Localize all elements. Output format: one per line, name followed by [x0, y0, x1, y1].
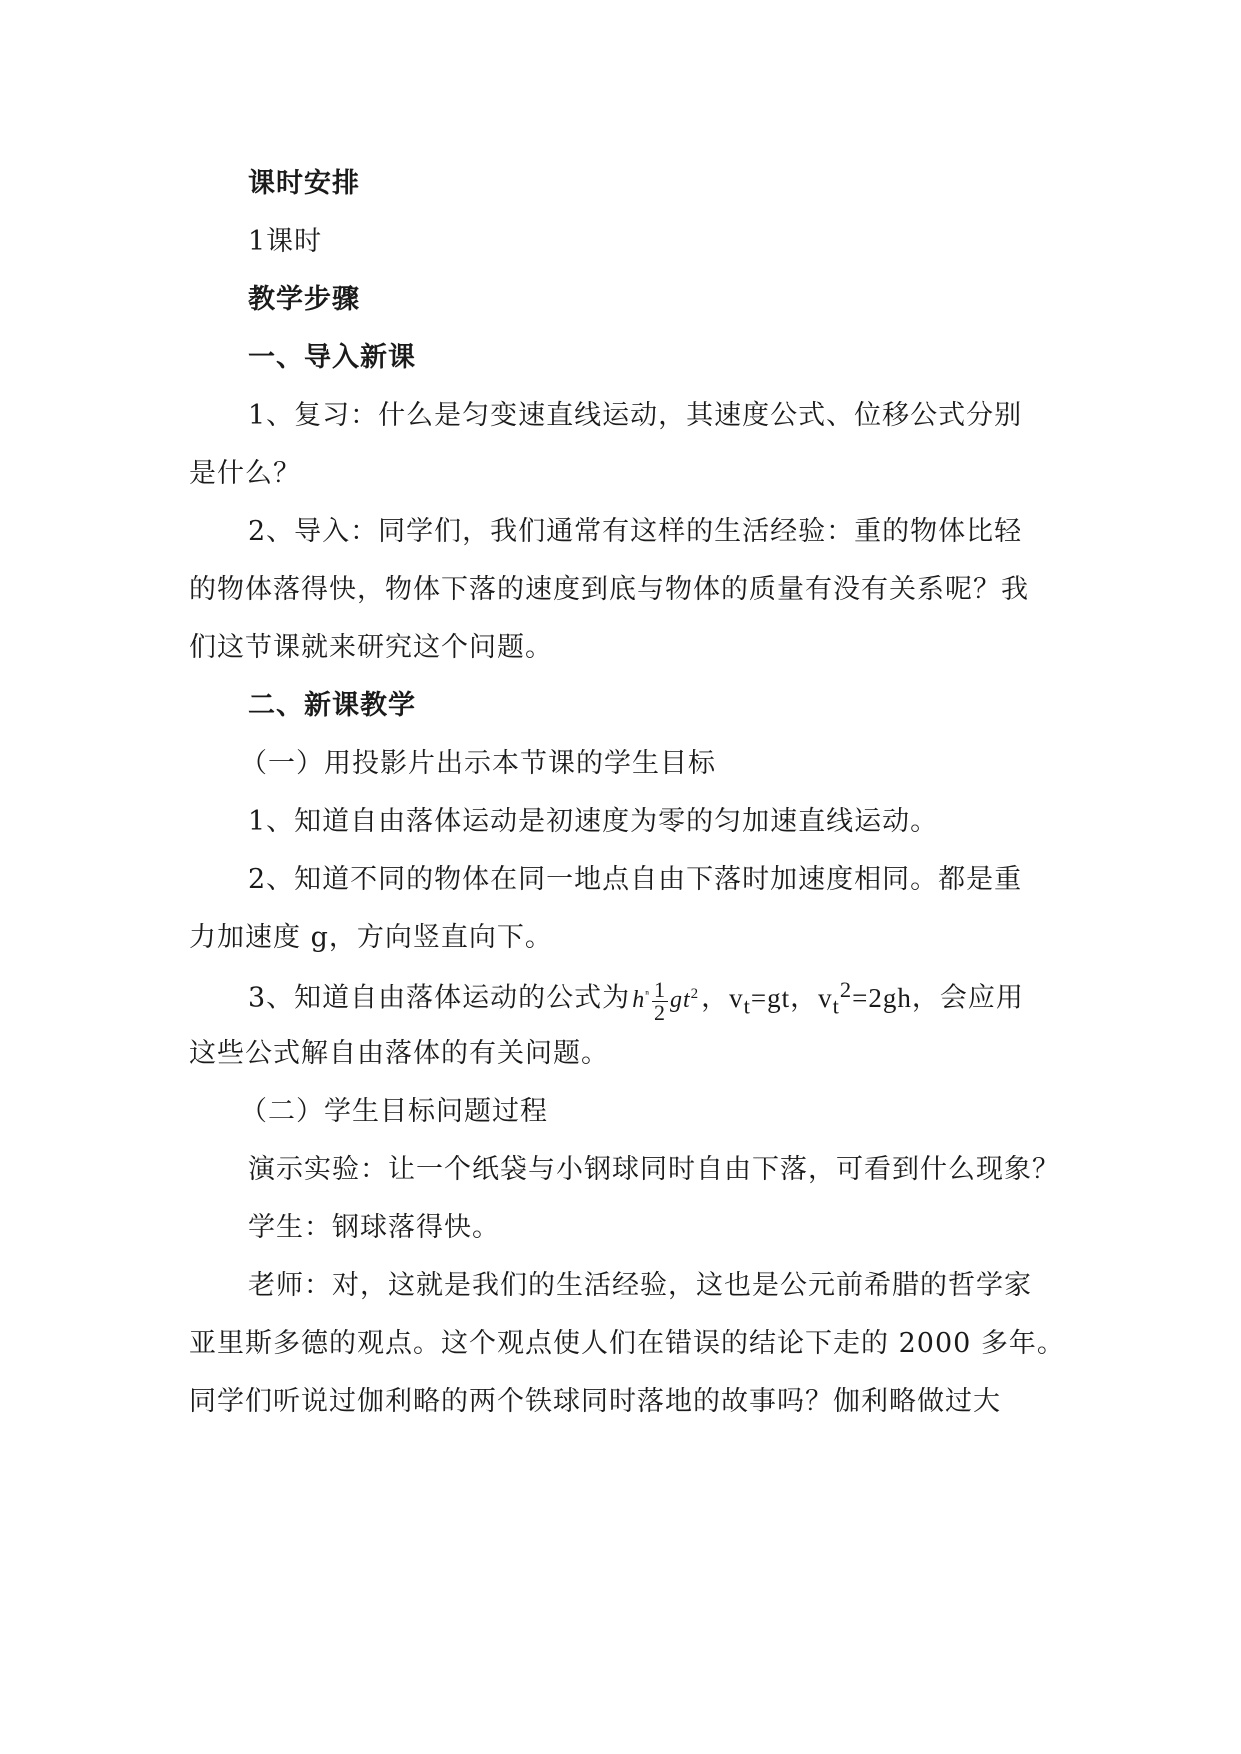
- heading-schedule: 课时安排: [248, 168, 360, 199]
- objective-3-prefix: 3、知道自由落体运动的公式为: [248, 982, 631, 1014]
- objective-2-line2: 力加速度 g，方向竖直向下。: [189, 922, 553, 953]
- velocity2-sub-t: t: [832, 992, 840, 1018]
- formula-velocity-squared: [818, 976, 912, 1018]
- schedule-text: 1课时: [248, 226, 323, 257]
- velocity-sub-t: t: [743, 992, 751, 1018]
- formula-velocity: [729, 982, 791, 1018]
- formula-gt: gt: [669, 987, 691, 1013]
- paragraph-intro-line2: 的物体落得快，物体下落的速度到底与物体的质量有没有关系呢？我: [189, 574, 1029, 605]
- velocity2-v: v: [818, 982, 833, 1013]
- objective-3-line1: [248, 974, 1024, 1024]
- fraction-denominator: 2: [653, 999, 666, 1025]
- objective-3-suffix: ，会应用: [911, 982, 1024, 1014]
- objective-3-line2: 这些公式解自由落体的有关问题。: [189, 1038, 609, 1069]
- formula-h: h: [632, 987, 646, 1013]
- heading-steps: 教学步骤: [248, 284, 360, 315]
- formula-sep1: ，: [701, 982, 730, 1014]
- fraction-numerator: 1: [653, 976, 666, 1002]
- velocity2-rhs: =2gh: [852, 982, 912, 1013]
- teacher-line1: 老师：对，这就是我们的生活经验，这也是公元前希腊的哲学家: [248, 1270, 1032, 1301]
- objective-1: 1、知道自由落体运动是初速度为零的匀加速直线运动。: [248, 806, 939, 837]
- teacher-line3: 同学们听说过伽利略的两个铁球同时落地的故事吗？伽利略做过大: [189, 1386, 1001, 1417]
- teacher-line2: 亚里斯多德的观点。这个观点使人们在错误的结论下走的 2000 多年。: [189, 1328, 1065, 1359]
- velocity-rhs: =gt: [750, 982, 791, 1013]
- heading-new-lesson: 二、新课教学: [248, 690, 416, 721]
- objective-2-line1: 2、知道不同的物体在同一地点自由下落时加速度相同。都是重: [248, 864, 1023, 895]
- velocity2-square: 2: [839, 976, 853, 1002]
- paragraph-intro-line3: 们这节课就来研究这个问题。: [189, 632, 553, 663]
- demo-experiment: 演示实验：让一个纸袋与小钢球同时自由下落，可看到什么现象？: [248, 1154, 1060, 1185]
- paragraph-review-line2: 是什么？: [189, 458, 301, 489]
- heading-intro: 一、导入新课: [248, 342, 416, 373]
- formula-sep2: ，: [790, 982, 819, 1014]
- formula-fraction: [652, 976, 668, 1025]
- paragraph-review-line1: 1、复习：什么是匀变速直线运动，其速度公式、位移公式分别: [248, 400, 1023, 431]
- velocity-v: v: [729, 982, 744, 1013]
- section-process-title: （二）学生目标问题过程: [240, 1096, 548, 1127]
- formula-square: 2: [690, 986, 700, 1002]
- student-answer: 学生：钢球落得快。: [248, 1212, 500, 1243]
- free-fall-formula: [632, 974, 699, 1024]
- section-objectives-title: （一）用投影片出示本节课的学生目标: [240, 748, 716, 779]
- paragraph-intro-line1: 2、导入：同学们，我们通常有这样的生活经验：重的物体比轻: [248, 516, 1023, 547]
- formula-eq-mark: ⁿ: [645, 987, 650, 1001]
